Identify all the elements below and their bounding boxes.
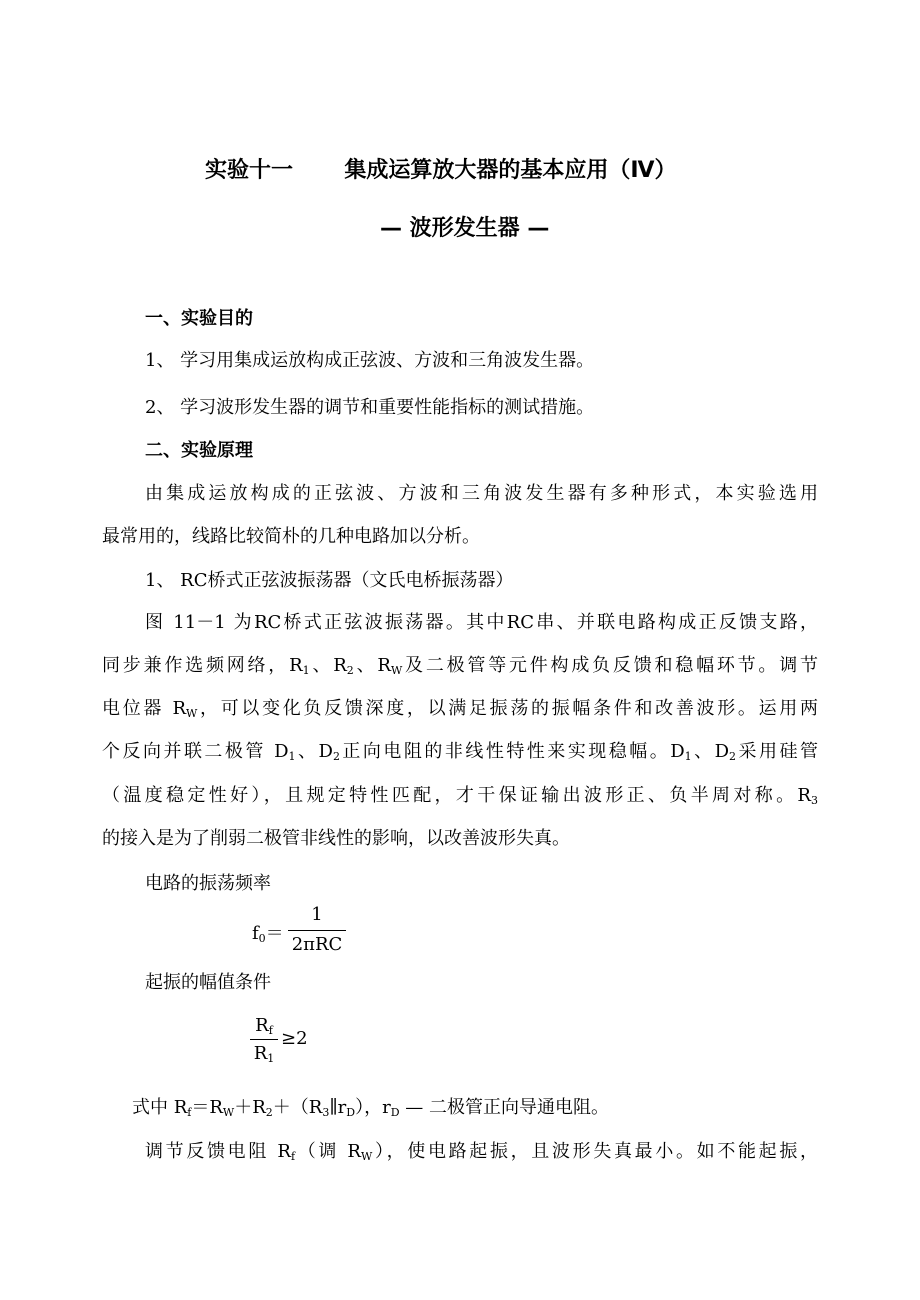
purpose-item-1: 1、 学习用集成运放构成正弦波、方波和三角波发生器。 bbox=[145, 350, 595, 371]
formula-f0-fraction-bar bbox=[288, 930, 346, 931]
section-heading-purpose: 一、实验目的 bbox=[145, 308, 253, 329]
rc-para-line-5: （温度稳定性好），且规定特性匹配，才干保证输出波形正、负半周对称。$R_3$ bbox=[102, 785, 818, 807]
purpose-item-2: 2、 学习波形发生器的调节和重要性能指标的测试措施。 bbox=[145, 397, 595, 418]
rc-para-line-3: 电位器 $R_W$，可以变化负反馈深度，以满足振荡的振幅条件和改善波形。运用两 bbox=[102, 698, 818, 720]
title-right: 集成运算放大器的基本应用（Ⅳ） bbox=[344, 158, 677, 183]
formula-amp-numerator: $R_f$ bbox=[255, 1015, 273, 1037]
section-heading-principle: 二、实验原理 bbox=[145, 440, 253, 461]
rf-definition: 式中 $R_f=R_W+R_2+(R_3\parallel r_D)$，$r_D$ — 二极管正向导通电阻。 bbox=[132, 1097, 609, 1119]
title-left: 实验十一 bbox=[205, 158, 294, 183]
rc-para-line-1: 图 11－1 为RC桥式正弦波振荡器。其中RC串、并联电路构成正反馈支路， bbox=[145, 612, 818, 633]
principle-para-line-2: 最常用的，线路比较简朴的几种电路加以分析。 bbox=[102, 526, 480, 547]
amp-label: 起振的幅值条件 bbox=[145, 972, 271, 993]
rc-para-line-4: 个反向并联二极管 $D_1$、$D_2$正向电阻的非线性特性来实现稳幅。$D_1$、$D_2$采用硅管 bbox=[102, 741, 818, 763]
subsection-rc-oscillator: 1、 RC桥式正弦波振荡器（文氏电桥振荡器） bbox=[145, 570, 514, 591]
rc-para-line-2: 同步兼作选频网络，$R_1$、$R_2$、$R_W$及二极管等元件构成负反馈和稳幅环节。调节 bbox=[102, 655, 819, 677]
page-title bbox=[205, 153, 677, 184]
adjust-rf-line: 调节反馈电阻 $R_f$（调 $R_W$），使电路起振，且波形失真最小。如不能起振， bbox=[145, 1141, 818, 1163]
formula-f0-denominator: 2πRC bbox=[291, 934, 343, 955]
formula-amp-denominator: $R_1$ bbox=[253, 1043, 275, 1065]
formula-f0-numerator: 1 bbox=[311, 904, 323, 925]
page-subtitle: — 波形发生器 — bbox=[380, 216, 550, 241]
formula-amp-relation: ≥2 bbox=[281, 1028, 308, 1049]
rc-para-line-6: 的接入是为了削弱二极管非线性的影响，以改善波形失真。 bbox=[102, 828, 570, 849]
principle-para-line-1: 由集成运放构成的正弦波、方波和三角波发生器有多种形式，本实验选用 bbox=[145, 483, 818, 504]
formula-f0-lhs: $f_0=$ bbox=[252, 923, 284, 945]
formula-amp-fraction-bar bbox=[250, 1039, 278, 1040]
freq-label: 电路的振荡频率 bbox=[145, 873, 271, 894]
